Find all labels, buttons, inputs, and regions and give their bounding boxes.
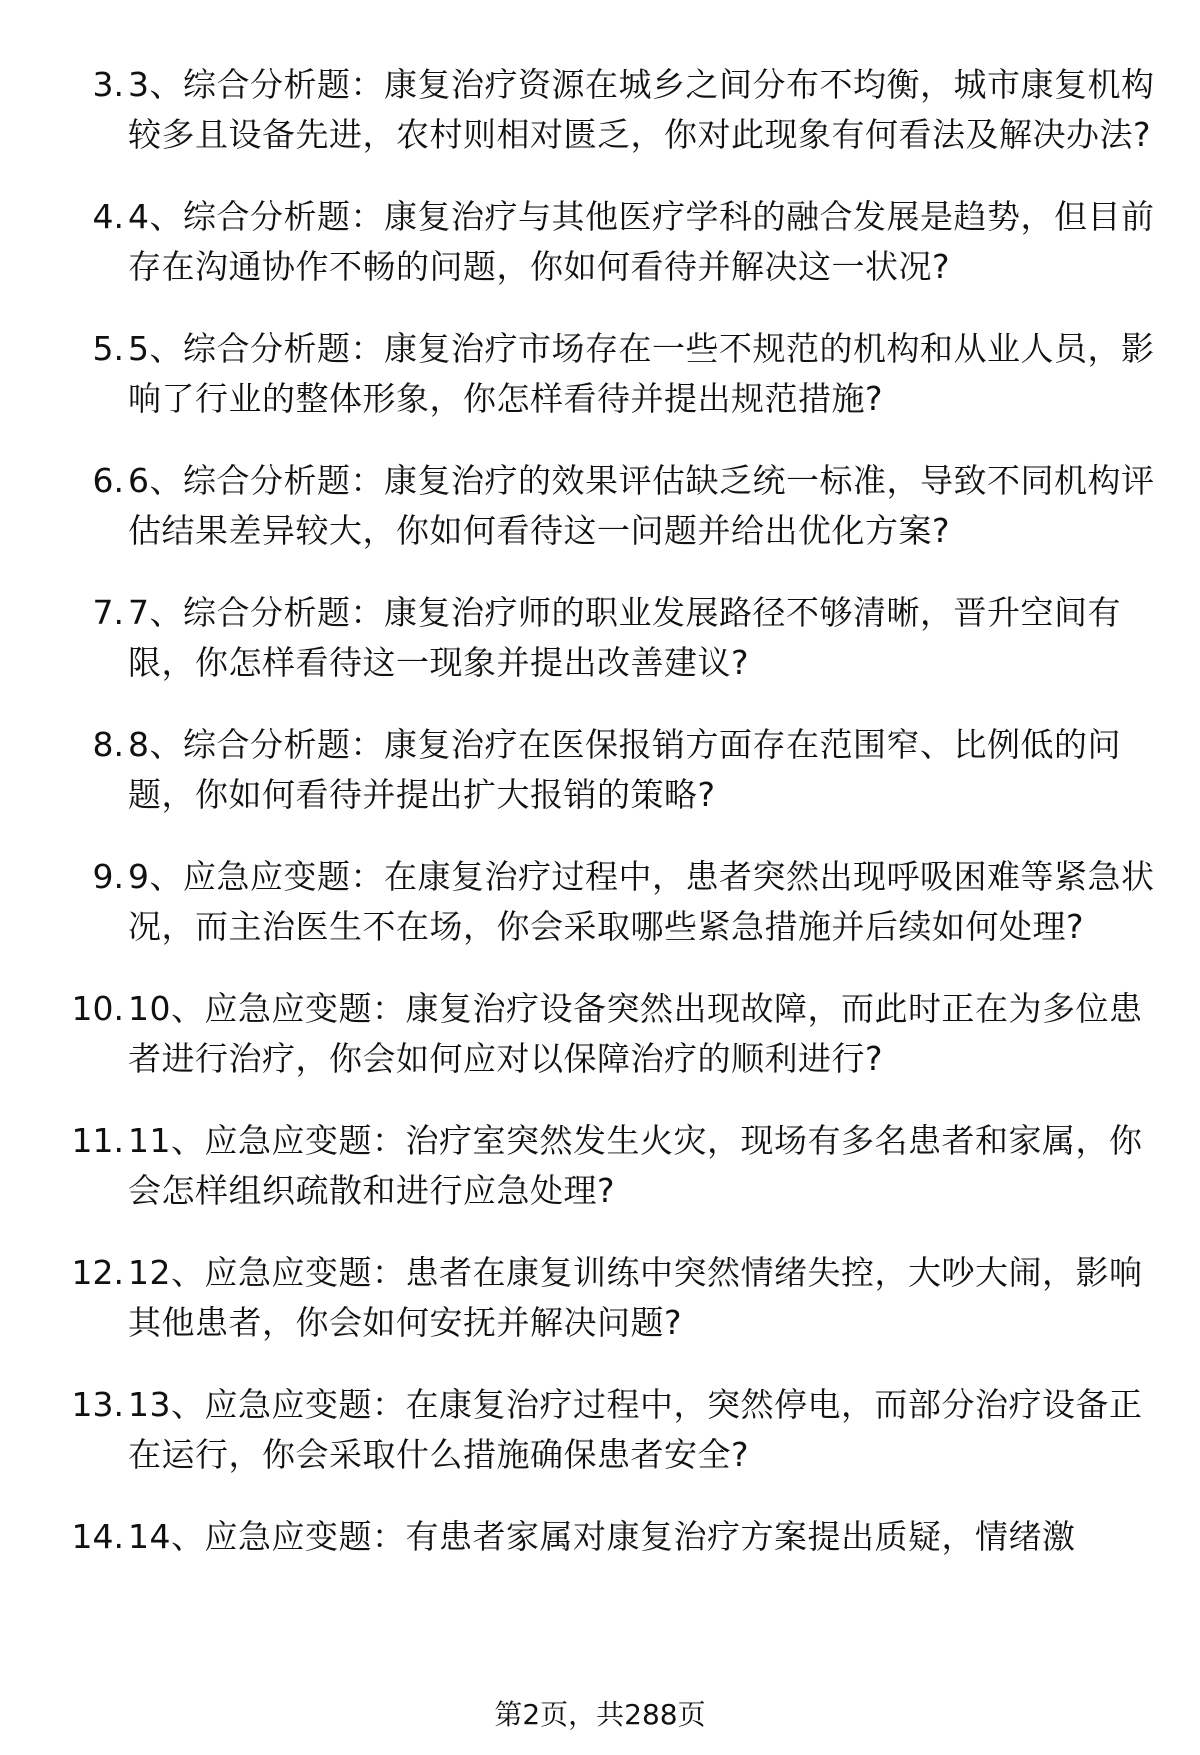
question-number: 11. <box>71 1121 124 1160</box>
question-number: 12. <box>71 1253 124 1292</box>
question-number: 7. <box>92 593 124 632</box>
question-text: 5、综合分析题：康复治疗市场存在一些不规范的机构和从业人员，影响了行业的整体形象，你怎样看待并提出规范措施? <box>128 329 1155 418</box>
question-text: 10、应急应变题：康复治疗设备突然出现故障，而此时正在为多位患者进行治疗，你会如何应对以保障治疗的顺利进行? <box>128 989 1143 1078</box>
question-list <box>0 60 1200 1562</box>
list-item <box>0 1116 1200 1248</box>
question-number: 14. <box>71 1517 124 1556</box>
question-number: 3. <box>92 65 124 104</box>
question-text: 3、综合分析题：康复治疗资源在城乡之间分布不均衡，城市康复机构较多且设备先进，农村则相对匮乏，你对此现象有何看法及解决办法? <box>128 65 1155 154</box>
question-number: 9. <box>92 857 124 896</box>
list-item <box>0 852 1200 984</box>
question-number: 5. <box>92 329 124 368</box>
question-number: 6. <box>92 461 124 500</box>
question-text: 13、应急应变题：在康复治疗过程中，突然停电，而部分治疗设备正在运行，你会采取什么措施确保患者安全? <box>128 1385 1143 1474</box>
list-item <box>0 1380 1200 1512</box>
list-item <box>0 192 1200 324</box>
question-text: 8、综合分析题：康复治疗在医保报销方面存在范围窄、比例低的问题，你如何看待并提出扩大报销的策略? <box>128 725 1121 814</box>
question-text: 7、综合分析题：康复治疗师的职业发展路径不够清晰，晋升空间有限，你怎样看待这一现象并提出改善建议? <box>128 593 1121 682</box>
question-number: 13. <box>71 1385 124 1424</box>
question-text: 4、综合分析题：康复治疗与其他医疗学科的融合发展是趋势，但目前存在沟通协作不畅的问题，你如何看待并解决这一状况? <box>128 197 1155 286</box>
question-text: 12、应急应变题：患者在康复训练中突然情绪失控，大吵大闹，影响其他患者，你会如何安抚并解决问题? <box>128 1253 1143 1342</box>
list-item <box>0 1512 1200 1562</box>
question-number: 8. <box>92 725 124 764</box>
question-text: 9、应急应变题：在康复治疗过程中，患者突然出现呼吸困难等紧急状况，而主治医生不在场，你会采取哪些紧急措施并后续如何处理? <box>128 857 1155 946</box>
list-item <box>0 1248 1200 1380</box>
page-footer: 第2页，共288页 <box>494 1698 706 1731</box>
question-text: 6、综合分析题：康复治疗的效果评估缺乏统一标准，导致不同机构评估结果差异较大，你如何看待这一问题并给出优化方案? <box>128 461 1155 550</box>
list-item <box>0 984 1200 1116</box>
question-number: 4. <box>92 197 124 236</box>
list-item <box>0 324 1200 456</box>
question-text: 14、应急应变题：有患者家属对康复治疗方案提出质疑，情绪激 <box>128 1517 1076 1556</box>
list-item <box>0 720 1200 852</box>
question-text: 11、应急应变题：治疗室突然发生火灾，现场有多名患者和家属，你会怎样组织疏散和进行应急处理? <box>128 1121 1143 1210</box>
question-number: 10. <box>71 989 124 1028</box>
list-item <box>0 456 1200 588</box>
list-item <box>0 60 1200 192</box>
list-item <box>0 588 1200 720</box>
